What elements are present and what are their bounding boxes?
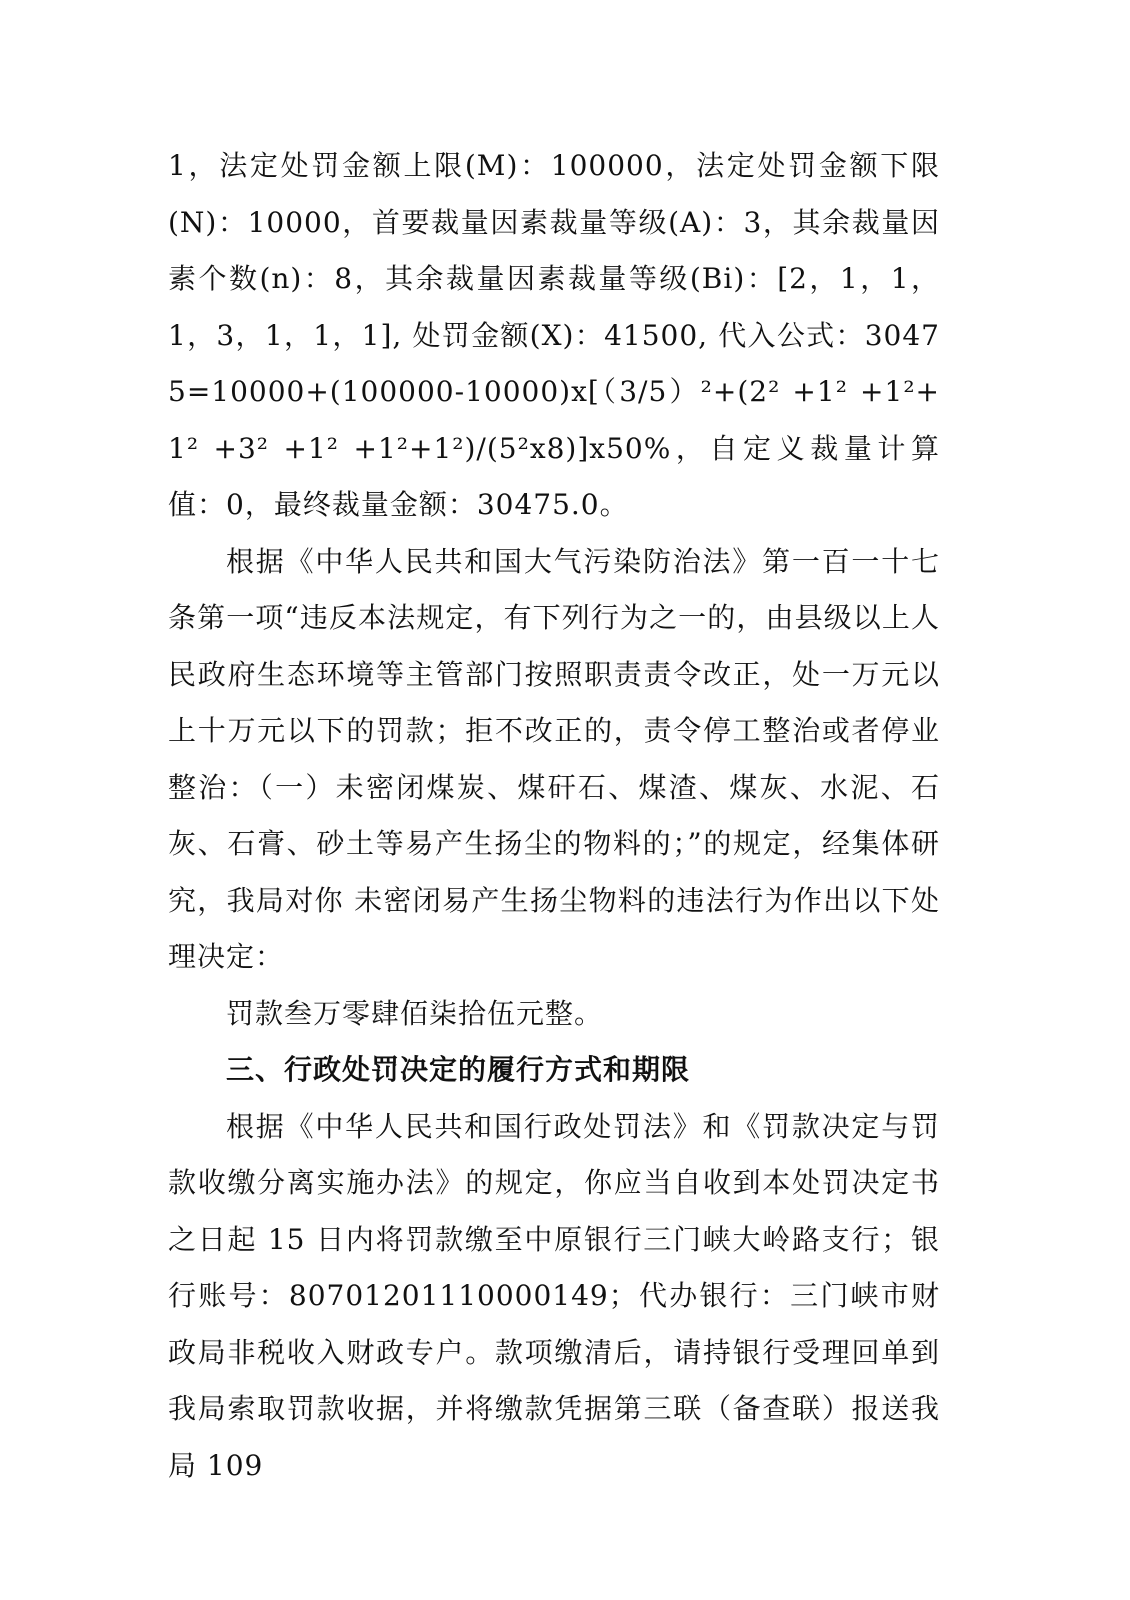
document-body (168, 138, 940, 1494)
legal-basis-paragraph: 根据《中华人民共和国大气污染防治法》第一百一十七条第一项“违反本法规定，有下列行为之一的，由县级以上人民政府生态环境等主管部门按照职责责令改正，处一万元以上十万元以下的罚款；拒不改正的，责令停工整治或者停业整治：（一）未密闭煤炭、煤矸石、煤渣、煤灰、水泥、石灰、石膏、砂土等易产生扬尘的物料的；”的规定，经集体研究，我局对你 未密闭易产生扬尘物料的违法行为作出以下处理决定： (168, 544, 940, 973)
calculation-paragraph: 1，法定处罚金额上限(M)：100000，法定处罚金额下限(N)：10000，首要裁量因素裁量等级(A)：3，其余裁量因素个数(n)：8，其余裁量因素裁量等级(Bi)：[2，1，1，1，3，1，1，1], 处罚金额(X)：41500, 代入公式：30475=10000+(100000-10000)x[（3/5）²+(2² +1² +1²+1² +3² +1² +1²+1²)/(5²x8)]x50%，自定义裁量计算值：0，最终裁量金额：30475.0。 (168, 149, 940, 521)
section-heading-performance: 三、行政处罚决定的履行方式和期限 (226, 1053, 691, 1086)
payment-instructions-paragraph: 根据《中华人民共和国行政处罚法》和《罚款决定与罚款收缴分离实施办法》的规定，你应当自收到本处罚决定书之日起 15 日内将罚款缴至中原银行三门峡大岭路支行；银行账号：80701201110000149；代办银行：三门峡市财政局非税收入财政专户。款项缴清后，请持银行受理回单到我局索取罚款收据，并将缴款凭据第三联（备查联）报送我局 109 (168, 1109, 940, 1482)
penalty-decision-paragraph: 罚款叁万零肆佰柒拾伍元整。 (226, 996, 604, 1030)
